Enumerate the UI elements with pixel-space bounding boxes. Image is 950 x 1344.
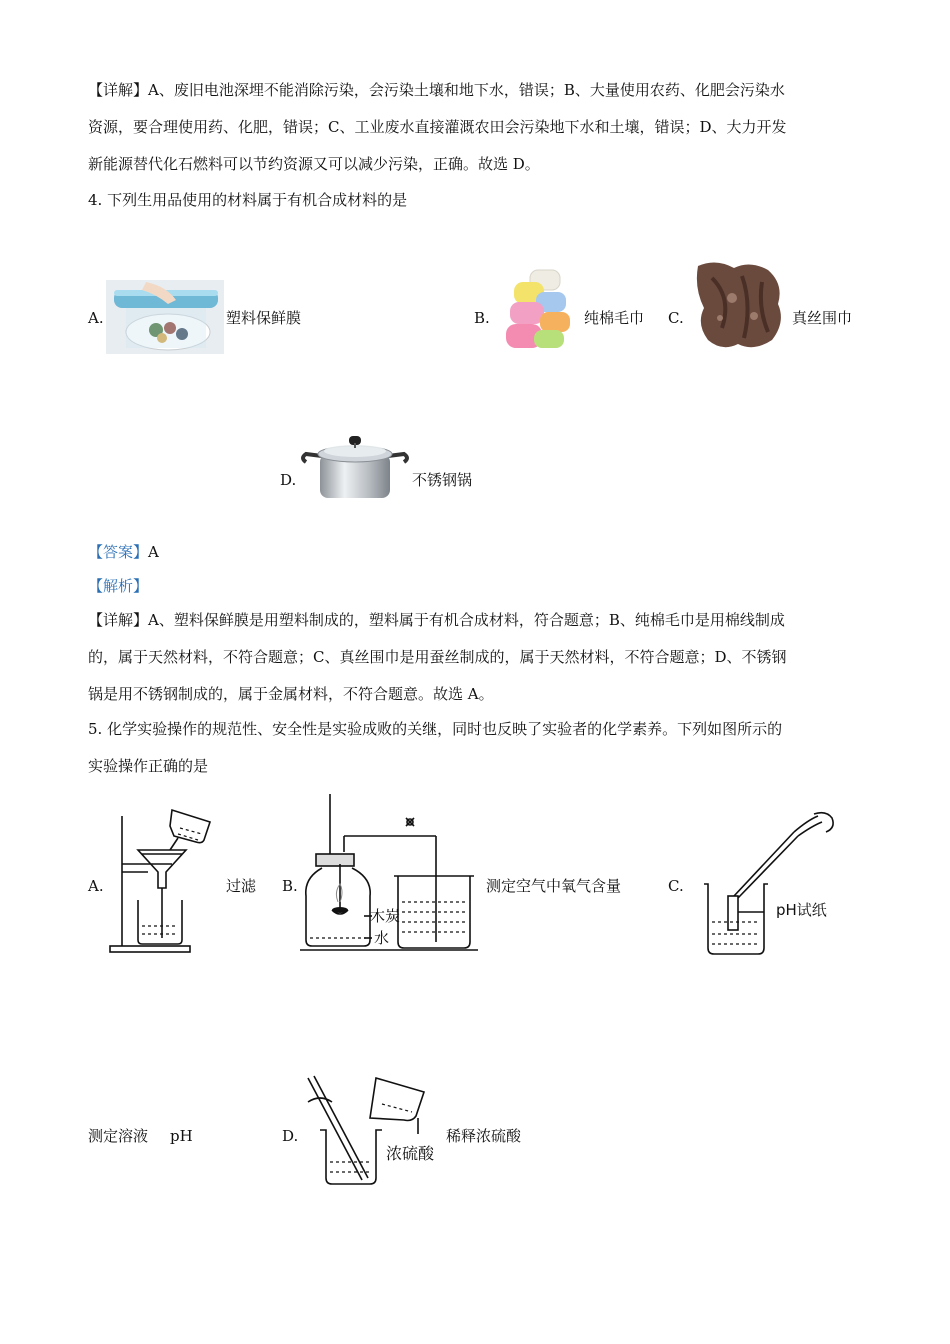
label-charcoal: 木炭: [370, 907, 401, 925]
answer-label: 【答案】: [88, 543, 149, 561]
q5-option-a-letter: A.: [88, 877, 104, 895]
steel-pot-photo-icon: [302, 432, 408, 504]
q5-option-a-text: 过滤: [226, 877, 257, 895]
q5-stem-line-2: 实验操作正确的是: [88, 757, 209, 775]
label-concentrated-acid: 浓硫酸: [386, 1144, 435, 1163]
q5-option-c-text-a: 测定溶液: [88, 1127, 149, 1145]
q5-option-b-letter: B.: [282, 877, 298, 895]
q4-detail-line-3: 锅是用不锈钢制成的，属于金属材料，不符合题意。故选 A。: [88, 685, 494, 703]
q4-answer: [88, 542, 159, 562]
q4-stem: 4. 下列生用品使用的材料属于有机合成材料的是: [88, 191, 408, 209]
q4-option-b-letter: B.: [474, 309, 490, 327]
analysis-label: 【解析】: [88, 577, 149, 595]
q5-option-c-letter: C.: [668, 877, 684, 895]
plastic-wrap-photo-icon: [106, 280, 224, 354]
cotton-towels-photo-icon: [500, 266, 576, 352]
q4-option-a-text: 塑料保鲜膜: [226, 309, 302, 327]
q5-option-d-letter: D.: [282, 1127, 299, 1145]
detail-line-3: 新能源替代化石燃料可以节约资源又可以减少污染，正确。故选 D。: [88, 155, 540, 173]
q4-detail-line-1: 【详解】A、塑料保鲜膜是用塑料制成的，塑料属于有机合成材料，符合题意；B、纯棉毛巾是用棉线制成: [88, 611, 785, 629]
answer-value: A: [148, 543, 159, 561]
q5-option-d-text: 稀释浓硫酸: [446, 1127, 522, 1145]
q4-option-c-text: 真丝围巾: [792, 309, 853, 327]
q4-option-b-text: 纯棉毛巾: [584, 309, 645, 327]
q4-option-c-letter: C.: [668, 309, 684, 327]
q5-option-c-text-b: pH: [170, 1127, 193, 1145]
q4-option-d-text: 不锈钢锅: [412, 471, 473, 489]
oxygen-measurement-apparatus-icon: [300, 792, 482, 954]
filtration-apparatus-icon: [108, 808, 220, 958]
q4-detail-line-2: 的，属于天然材料，不符合题意；C、真丝围巾是用蚕丝制成的，属于天然材料，不符合题意；D、不锈钢: [88, 648, 787, 666]
silk-scarf-photo-icon: [692, 258, 788, 354]
ph-test-apparatus-icon: [698, 812, 840, 958]
label-ph-paper: pH试纸: [776, 901, 827, 919]
acid-dilution-apparatus-icon: [304, 1074, 434, 1192]
q5-stem-line-1: 5. 化学实验操作的规范性、安全性是实验成败的关继，同时也反映了实验者的化学素养。下列如图所示的: [88, 720, 783, 738]
q5-option-c-text: [88, 1126, 193, 1146]
q4-option-d-letter: D.: [280, 471, 297, 489]
q5-option-b-text: 测定空气中氧气含量: [486, 877, 622, 895]
q4-option-a-letter: A.: [88, 309, 104, 327]
detail-line-1: 【详解】A、废旧电池深埋不能消除污染，会污染土壤和地下水，错误；B、大量使用农药、化肥会污染水: [88, 81, 785, 99]
label-water: 水: [374, 929, 390, 947]
detail-line-2: 资源，要合理使用药、化肥，错误；C、工业废水直接灌溉农田会污染地下水和土壤，错误；D、大力开发: [88, 118, 787, 136]
